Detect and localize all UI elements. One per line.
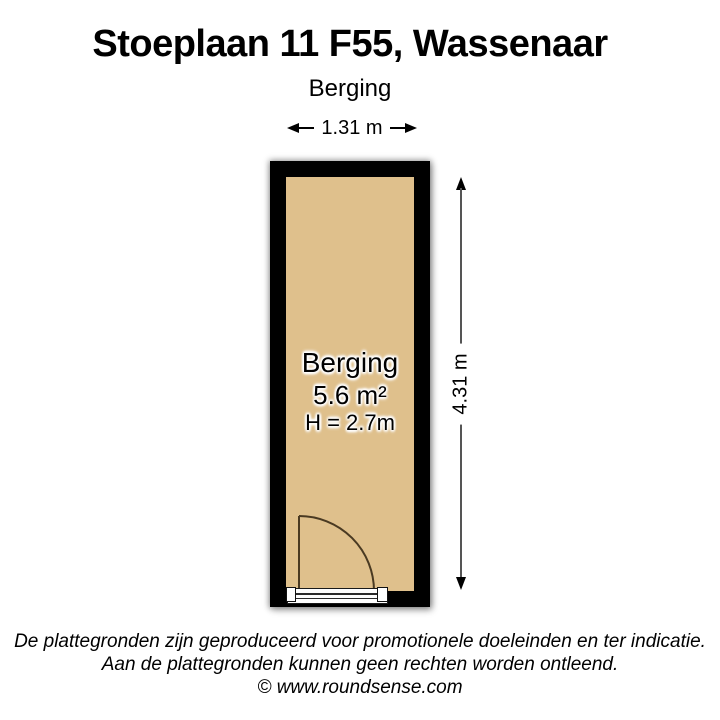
room-name: Berging: [301, 347, 399, 378]
height-dimension-label: 4.31 m: [448, 343, 475, 424]
disclaimer-line-1: De plattegronden zijn geproduceerd voor promotionele doeleinden en ter indicatie.: [14, 631, 706, 652]
copyright: © www.roundsense.com: [257, 677, 463, 698]
page-title: Stoeplaan 11 F55, Wassenaar: [92, 23, 608, 65]
door-jamb-right: [377, 587, 388, 602]
width-dimension: [287, 117, 417, 139]
arrow-right-icon: [405, 123, 417, 133]
width-dimension-label: 1.31 m: [321, 117, 383, 139]
door-jamb-left: [286, 587, 296, 602]
threshold-line: [288, 598, 387, 600]
dimension-line: [390, 127, 405, 129]
disclaimer: [0, 630, 720, 699]
disclaimer-line-2: Aan de plattegronden kunnen geen rechten worden ontleend.: [101, 654, 619, 675]
room-label-group: [270, 346, 430, 436]
arrow-left-icon: [287, 123, 299, 133]
threshold-line: [288, 593, 387, 595]
door-threshold: [287, 588, 388, 604]
floorplan-room-berging: [270, 161, 430, 607]
room-area: 5.6 m²: [313, 380, 387, 410]
arrow-down-icon: [456, 577, 466, 590]
page-subtitle: Berging: [308, 75, 392, 102]
dimension-line: [299, 127, 314, 129]
room-ceiling-height: H = 2.7m: [305, 410, 395, 435]
